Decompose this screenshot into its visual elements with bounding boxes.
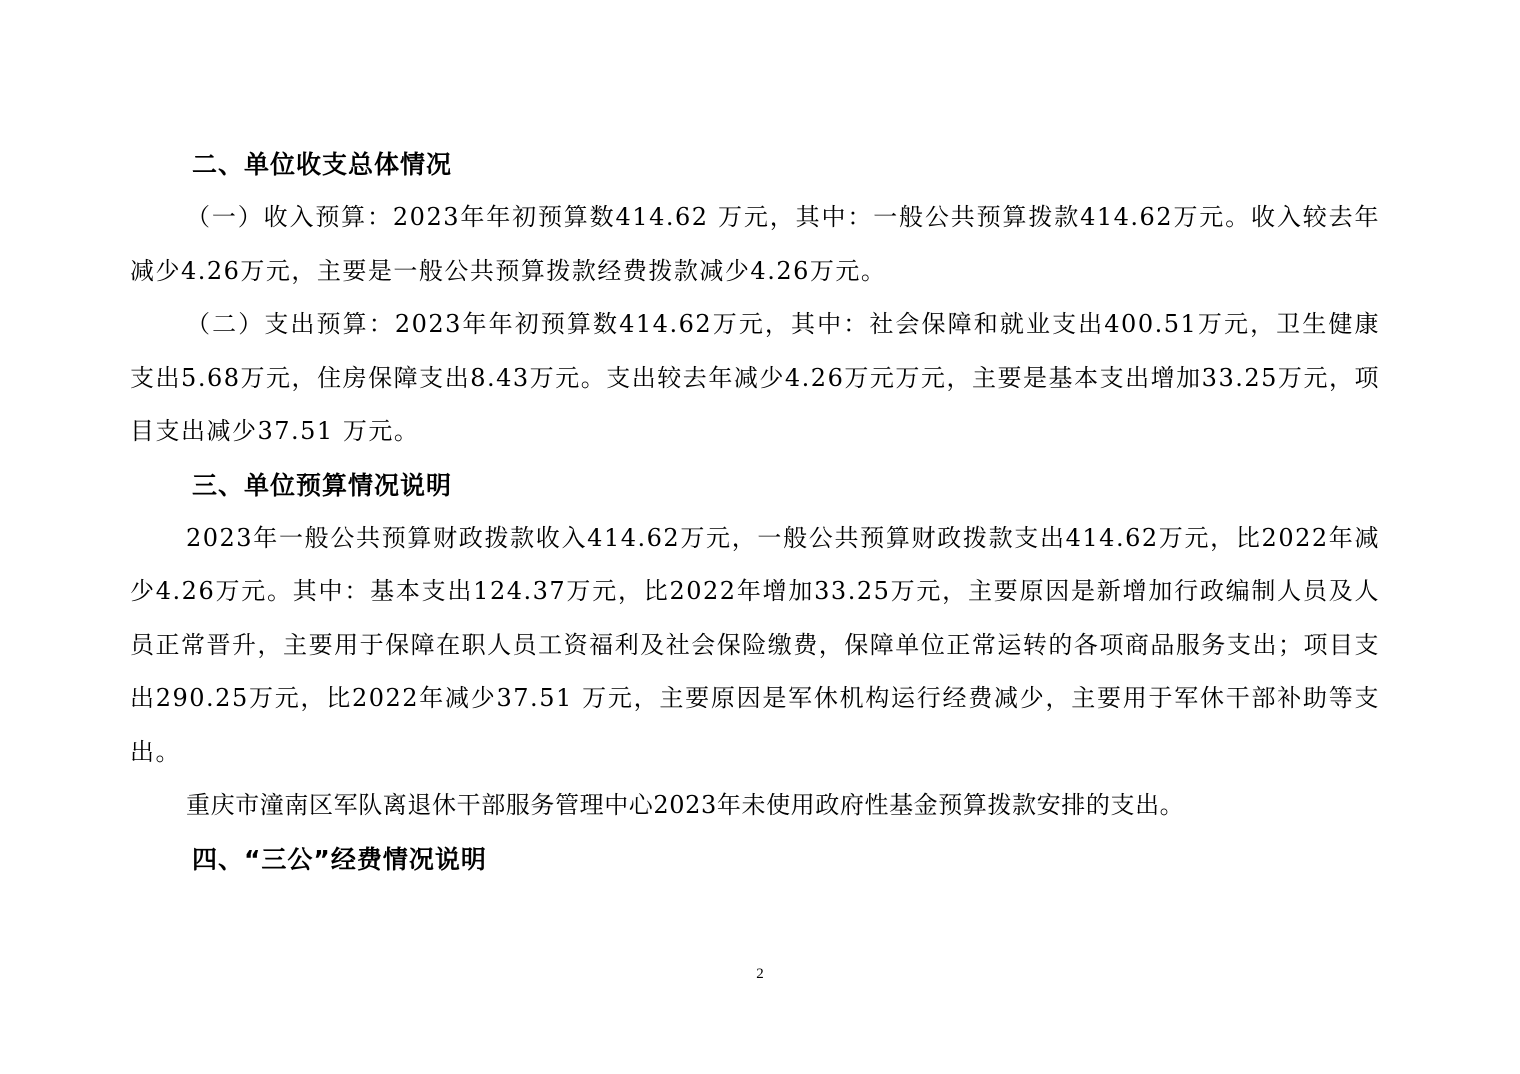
section-heading-budget-explanation: 三、单位预算情况说明 [192,470,453,500]
page-number: 2 [756,966,764,982]
paragraph-government-fund: 重庆市潼南区军队离退休干部服务管理中心2023年未使用政府性基金预算拨款安排的支出。 [186,791,1185,819]
section-heading-overall: 二、单位收支总体情况 [192,150,453,179]
paragraph-fiscal-appropriation: 2023年一般公共预算财政拨款收入414.62万元，一般公共预算财政拨款支出414.62万元，比2022年减少4.26万元。其中：基本支出124.37万元，比2022年增加33.25万元，主要原因是新增加行政编制人员及人员正常晋升，主要用于保障在职人员工资福利及社会保险缴费，保障单位正常运转的各项商品服务支出；项目支出290.25万元，比2022年减少37.51 万元，主要原因是军休机构运行经费减少，主要用于军休干部补助等支出。 [130,523,1380,766]
section-heading-three-public: 四、“三公”经费情况说明 [192,844,487,874]
paragraph-income-budget: （一）收入预算：2023年年初预算数414.62 万元，其中：一般公共预算拨款414.62万元。收入较去年减少4.26万元，主要是一般公共预算拨款经费拨款减少4.26万元。 [130,203,1380,285]
document-body [130,138,1380,886]
paragraph-expense-budget: （二）支出预算：2023年年初预算数414.62万元，其中：社会保障和就业支出400.51万元，卫生健康支出5.68万元，住房保障支出8.43万元。支出较去年减少4.26万元万元，主要是基本支出增加33.25万元，项目支出减少37.51 万元。 [130,310,1380,445]
